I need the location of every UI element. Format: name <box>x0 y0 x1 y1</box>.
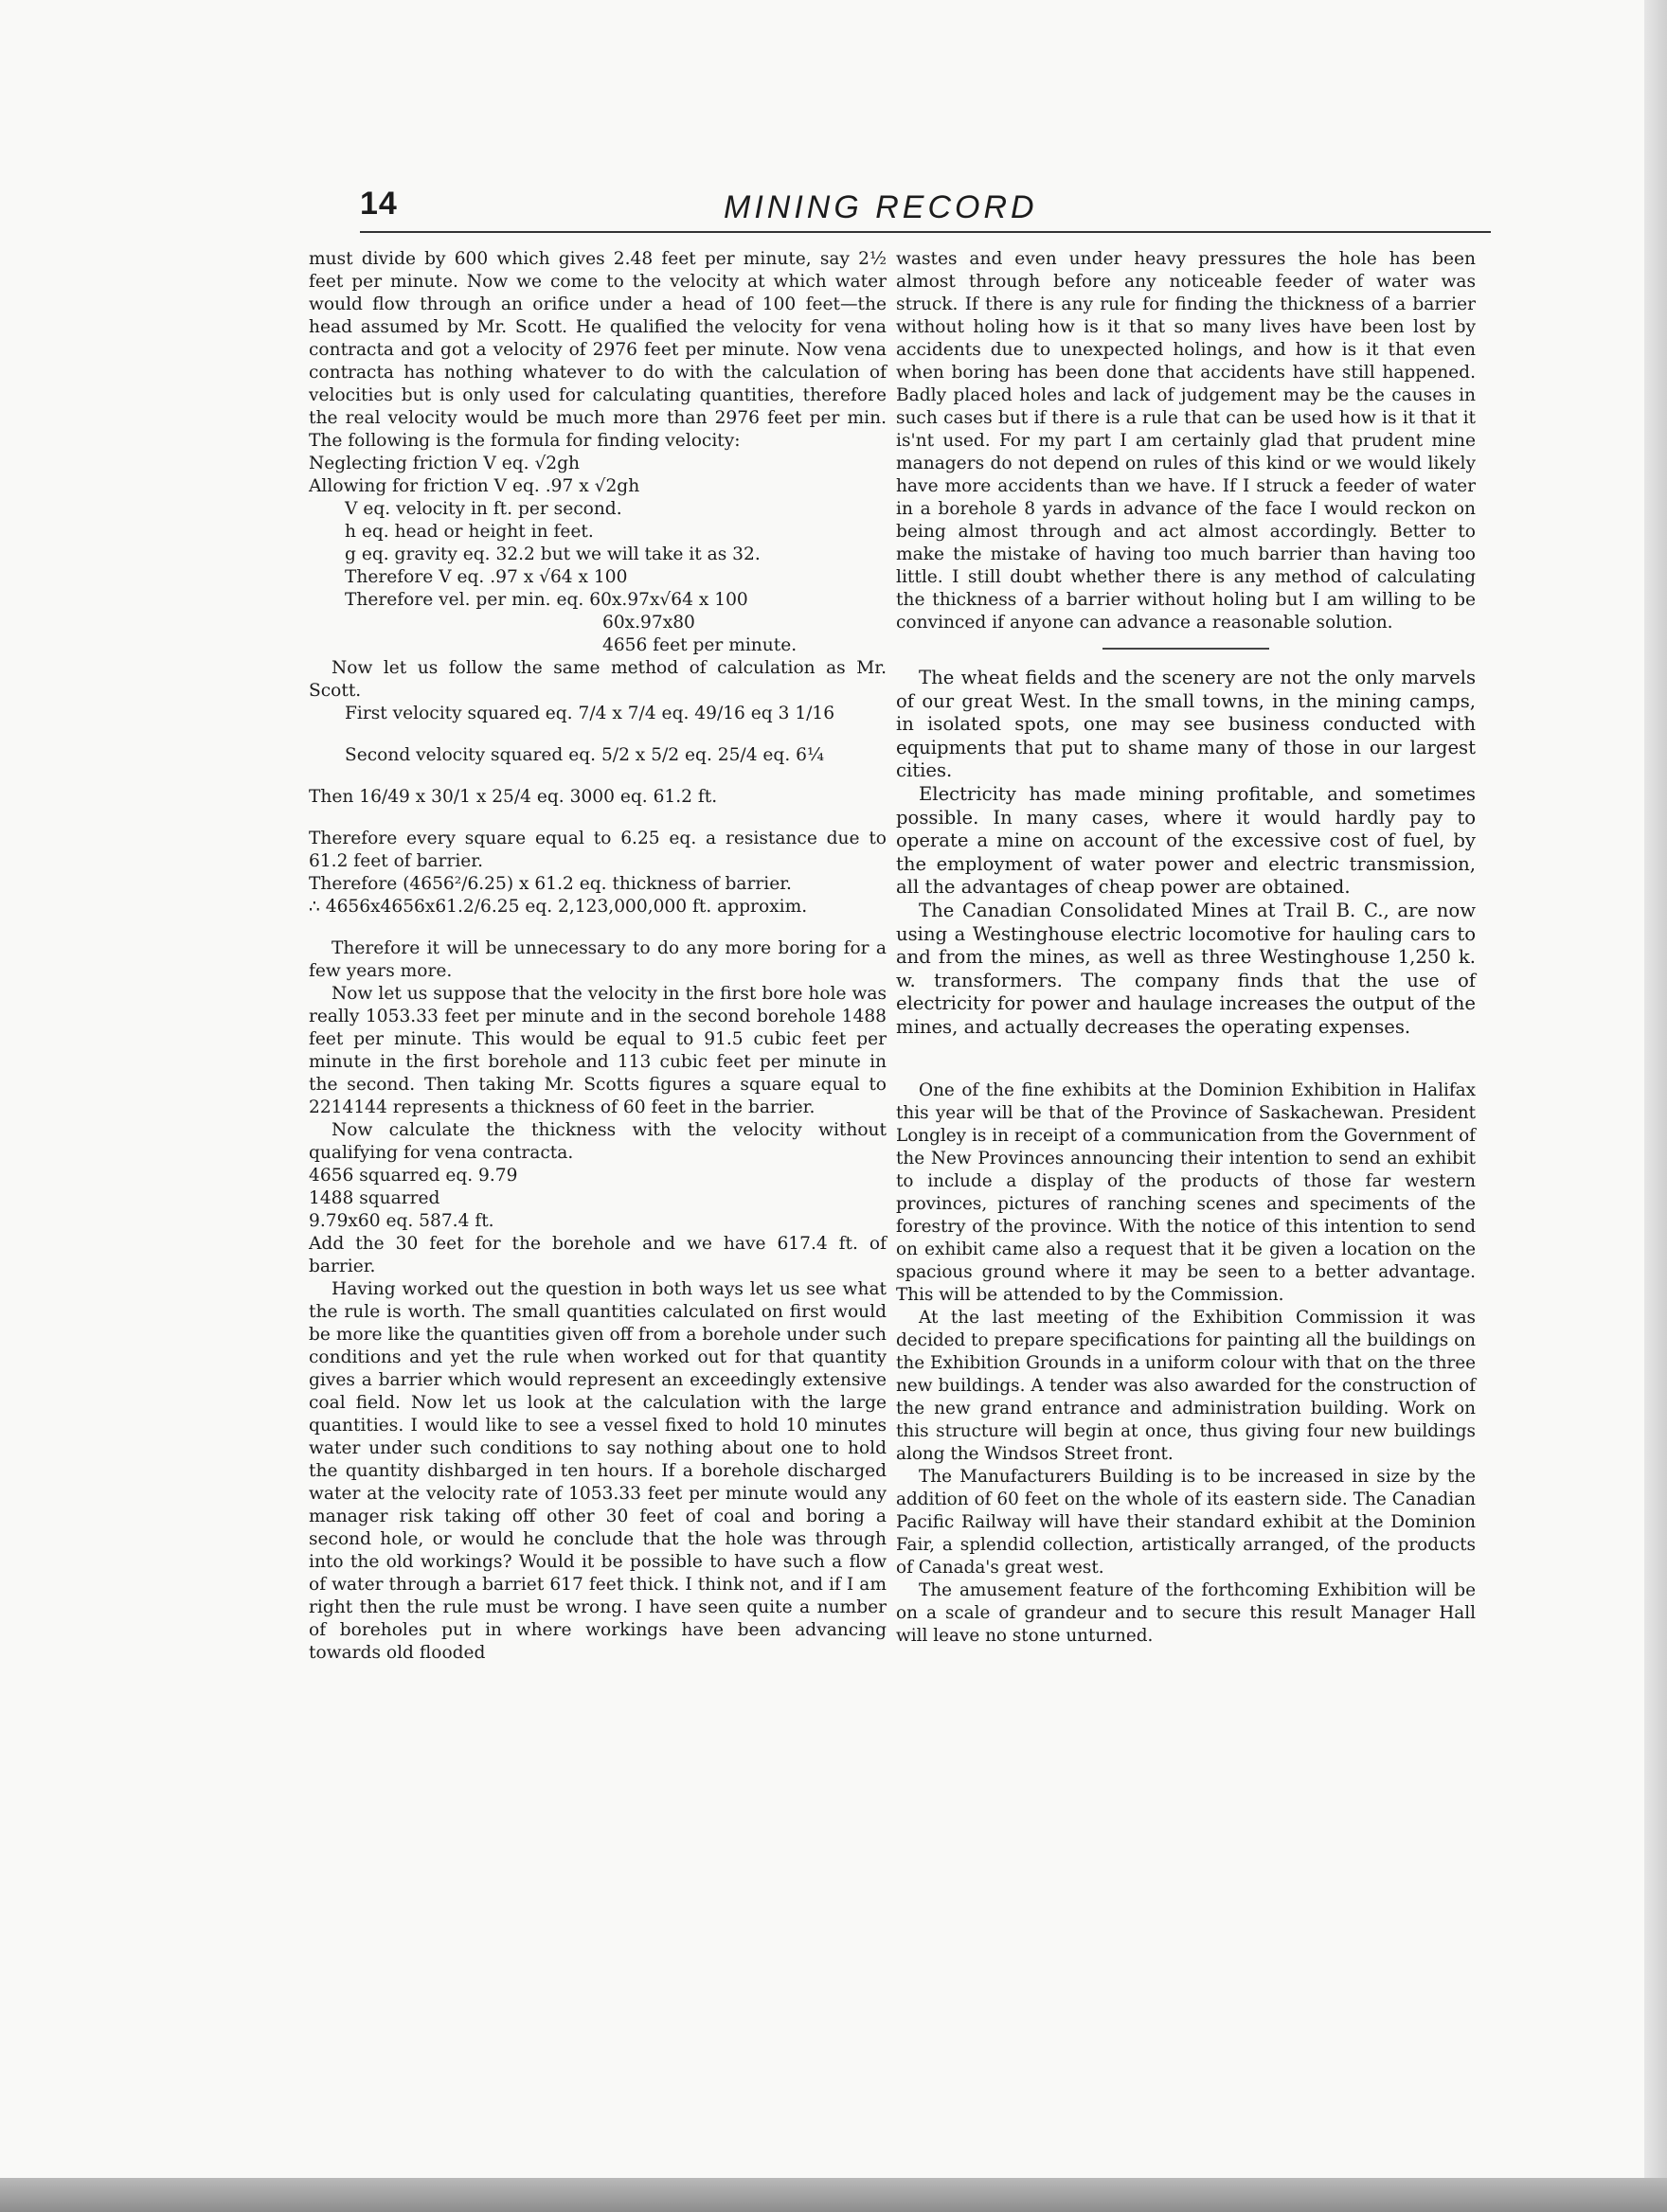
paragraph: Having worked out the question in both ways let us see what the rule is worth. The small quantities calculated on first would be more like the quantities given off from a borehole under such conditions and yet the rule when worked out for that quantity gives a barrier which would represent an exceedingly extensive coal field. Now let us look at the calculation with the large quantities. I would like to see a vessel fixed to hold 10 minutes water under such conditions to say nothing about one to hold the quantity dishbarged in ten hours. If a borehole discharged water at the velocity rate of 1053.33 feet per minute would any manager risk taking off other 30 feet of coal and boring a second hole, or would he conclude that the hole was through into the old workings? Would it be possible to have such a flow of water through a barriet 617 feet thick. I think not, and if I am right then the rule must be wrong. I have seen quite a number of boreholes put in where workings have been advancing towards old flooded <box>309 1279 887 1663</box>
formula-line: 9.79x60 eq. 587.4 ft. <box>309 1211 494 1231</box>
formula-line: h eq. head or height in feet. <box>345 522 594 542</box>
paragraph: The Canadian Consolidated Mines at Trail B. C., are now using a Westinghouse electric locomotive for hauling cars to and from the mines, as well as three Westinghouse 1,250 k. w. transformers. The company finds that the use of electricity for power and haulage increases the output of the mines, and actually decreases the operating expenses. <box>896 899 1476 1038</box>
paragraph: Therefore every square equal to 6.25 eq. a resistance due to 61.2 feet of barrier. <box>309 829 887 871</box>
paragraph: The Manufacturers Building is to be increased in size by the addition of 60 feet on the whole of its eastern side. The Canadian Pacific Railway will have their standard exhibit at the Dominion Fair, a splendid collection, artistically arranged, of the products of Canada's great west. <box>896 1466 1476 1578</box>
formula-line: Therefore vel. per min. eq. 60x.97x√64 x 100 <box>345 590 748 610</box>
paragraph: The wheat fields and the scenery are not the only marvels of our great West. In the small towns, in the mining camps, in isolated spots, one may see business conducted with equipments that put to shame many of those in our largest cities. <box>896 667 1476 782</box>
page-header <box>360 186 1491 233</box>
paragraph: Add the 30 feet for the borehole and we have 617.4 ft. of barrier. <box>309 1234 887 1276</box>
formula-line: 60x.97x80 <box>602 613 695 633</box>
paragraph: must divide by 600 which gives 2.48 feet per minute, say 2½ feet per minute. Now we come to the velocity at which water would flow through an orifice under a head of 100 feet—the head assumed by Mr. Scott. He qualified the velocity for vena contracta and got a velocity of 2976 feet per minute. Now vena contracta has nothing whatever to do with the calculation of velocities but is only used for calculating quantities, therefore the real velocity would be much more than 2976 feet per min. The following is the formula for finding velocity: <box>309 249 887 451</box>
right-column <box>896 248 1476 1648</box>
paragraph: Now let us suppose that the velocity in the first bore hole was really 1053.33 feet per minute and in the second borehole 1488 feet per minute. This would be equal to 91.5 cubic feet per minute in the first borehole and 113 cubic feet per minute in the second. Then taking Mr. Scotts figures a square equal to 2214144 represents a thickness of 60 feet in the barrier. <box>309 984 887 1117</box>
paragraph: Therefore it will be unnecessary to do any more boring for a few years more. <box>309 938 887 981</box>
left-column <box>309 248 887 1665</box>
formula-line: First velocity squared eq. 7/4 x 7/4 eq. 49/16 eq 3 1/16 <box>345 704 835 723</box>
formula-line: g eq. gravity eq. 32.2 but we will take it as 32. <box>345 544 761 564</box>
formula-line: 1488 squarred <box>309 1188 440 1208</box>
journal-title: MINING RECORD <box>724 189 1038 225</box>
paragraph: The amusement feature of the forthcoming Exhibition will be on a scale of grandeur and to secure this result Manager Hall will leave no stone unturned. <box>896 1579 1476 1646</box>
scan-border <box>0 2178 1667 2212</box>
paragraph: At the last meeting of the Exhibition Commission it was decided to prepare specifications for painting all the buildings on the Exhibition Grounds in a uniform colour with that on the three new buildings. A tender was also awarded for the construction of the new grand entrance and administration building. Work on this structure will begin at once, thus giving four new buildings along the Windsos Street front. <box>896 1307 1476 1464</box>
formula-line: Therefore (4656²/6.25) x 61.2 eq. thickness of barrier. <box>309 874 792 894</box>
formula-line: ∴ 4656x4656x61.2/6.25 eq. 2,123,000,000 ft. approxim. <box>309 897 808 917</box>
formula-line: V eq. velocity in ft. per second. <box>345 499 622 519</box>
paragraph: Electricity has made mining profitable, and sometimes possible. In many cases, where it would hardly pay to operate a mine on account of the excessive cost of fuel, by the employment of water power and electric transmission, all the advantages of cheap power are obtained. <box>896 782 1476 899</box>
formula-line: 4656 feet per minute. <box>602 635 798 655</box>
formula-line: Second velocity squared eq. 5/2 x 5/2 eq. 25/4 eq. 6¼ <box>345 745 825 765</box>
section-divider <box>1102 648 1269 650</box>
formula-line: Therefore V eq. .97 x √64 x 100 <box>345 567 628 587</box>
formula-line: Neglecting friction V eq. √2gh <box>309 454 580 473</box>
formula-line: 4656 squarred eq. 9.79 <box>309 1166 518 1186</box>
page-edge <box>1644 0 1667 2178</box>
formula-line: Then 16/49 x 30/1 x 25/4 eq. 3000 eq. 61.2 ft. <box>309 787 718 807</box>
paragraph: wastes and even under heavy pressures the hole has been almost through before any noticeable feeder of water was struck. If there is any rule for finding the thickness of a barrier without holing how is it that so many lives have been lost by accidents due to unexpected holings, and how is it that even when boring has been done that accidents have still happened. Badly placed holes and lack of judgement may be the causes in such cases but if there is a rule that can be used how is it that it is'nt used. For my part I am certainly glad that prudent mine managers do not depend on rules of this kind or we would likely have more accidents than we have. If I struck a feeder of water in a borehole 8 yards in advance of the face I would reckon on being almost through and act almost accordingly. Better to make the mistake of having too much barrier than having too little. I still doubt whether there is any method of calculating the thickness of a barrier without holing but I am willing to be convinced if anyone can advance a reasonable solution. <box>896 249 1476 633</box>
paragraph: Now let us follow the same method of calculation as Mr. Scott. <box>309 658 887 701</box>
page-number: 14 <box>360 186 398 222</box>
paragraph: Now calculate the thickness with the velocity without qualifying for vena contracta. <box>309 1120 887 1163</box>
formula-line: Allowing for friction V eq. .97 x √2gh <box>309 476 640 496</box>
paragraph: One of the fine exhibits at the Dominion Exhibition in Halifax this year will be that of the Province of Saskachewan. President Longley is in receipt of a communication from the Government of the New Provinces announcing their intention to send an exhibit to include a display of the products of those far western provinces, pictures of ranching scenes and speciments of the forestry of the province. With the notice of this intention to send on exhibit came also a request that it be given a location on the spacious ground where it may be seen to a better advantage. This will be attended to by the Commission. <box>896 1079 1476 1305</box>
